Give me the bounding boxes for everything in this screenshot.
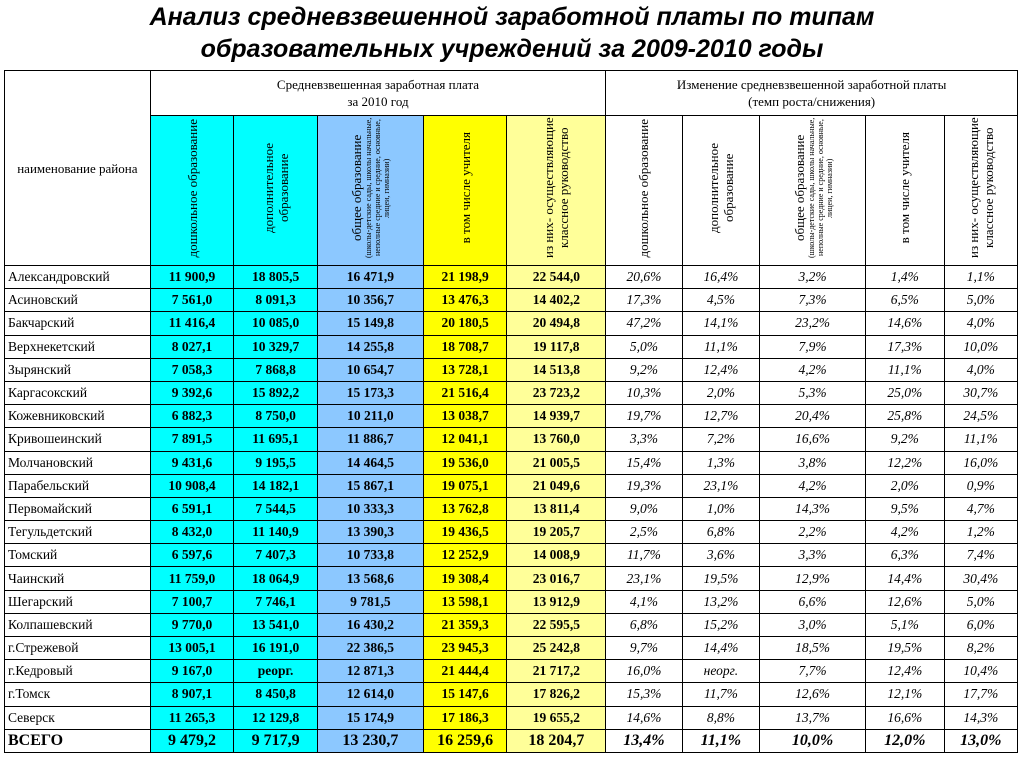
change-cell: 7,7% xyxy=(760,660,866,683)
district-name: Колпашевский xyxy=(5,613,151,636)
salary-cell: 18 064,9 xyxy=(234,567,318,590)
salary-cell: 8 027,1 xyxy=(150,335,234,358)
salary-cell: 9 479,2 xyxy=(150,729,234,752)
change-cell: 6,3% xyxy=(866,544,944,567)
salary-cell: 8 450,8 xyxy=(234,683,318,706)
change-cell: 8,8% xyxy=(682,706,759,729)
change-cell: 18,5% xyxy=(760,637,866,660)
change-cell: 5,0% xyxy=(944,289,1017,312)
district-name: ВСЕГО xyxy=(5,729,151,752)
salary-cell: 18 805,5 xyxy=(234,266,318,289)
salary-cell: 19 205,7 xyxy=(507,521,606,544)
salary-cell: 21 444,4 xyxy=(423,660,507,683)
header-change-class xyxy=(944,116,1017,266)
change-cell: 14,6% xyxy=(606,706,682,729)
header-salary-preschool xyxy=(150,116,234,266)
salary-cell: 16 430,2 xyxy=(317,613,423,636)
change-cell: 6,8% xyxy=(606,613,682,636)
change-cell: неорг. xyxy=(682,660,759,683)
table-row xyxy=(5,358,1018,381)
change-cell: 9,5% xyxy=(866,497,944,520)
salary-cell: 13 760,0 xyxy=(507,428,606,451)
salary-cell: 7 868,8 xyxy=(234,358,318,381)
district-name: Бакчарский xyxy=(5,312,151,335)
district-name: Кривошеинский xyxy=(5,428,151,451)
salary-cell: 14 513,8 xyxy=(507,358,606,381)
district-name: Верхнекетский xyxy=(5,335,151,358)
table-row xyxy=(5,474,1018,497)
change-cell: 12,6% xyxy=(760,683,866,706)
change-cell: 13,0% xyxy=(944,729,1017,752)
change-cell: 9,7% xyxy=(606,637,682,660)
change-cell: 3,6% xyxy=(682,544,759,567)
table-row xyxy=(5,381,1018,404)
table-row xyxy=(5,613,1018,636)
salary-cell: 15 147,6 xyxy=(423,683,507,706)
table-row xyxy=(5,405,1018,428)
change-cell: 12,2% xyxy=(866,451,944,474)
salary-cell: 13 005,1 xyxy=(150,637,234,660)
change-cell: 20,4% xyxy=(760,405,866,428)
salary-cell: 13 811,4 xyxy=(507,497,606,520)
change-cell: 9,2% xyxy=(606,358,682,381)
table-row xyxy=(5,590,1018,613)
change-cell: 23,1% xyxy=(682,474,759,497)
header-salary-general xyxy=(317,116,423,266)
salary-cell: 19 308,4 xyxy=(423,567,507,590)
change-cell: 30,7% xyxy=(944,381,1017,404)
salary-cell: 23 945,3 xyxy=(423,637,507,660)
change-cell: 15,3% xyxy=(606,683,682,706)
salary-cell: 7 058,3 xyxy=(150,358,234,381)
salary-cell: 6 597,6 xyxy=(150,544,234,567)
salary-cell: 10 085,0 xyxy=(234,312,318,335)
salary-cell: 21 359,3 xyxy=(423,613,507,636)
district-name: Кожевниковский xyxy=(5,405,151,428)
change-cell: 16,6% xyxy=(866,706,944,729)
salary-cell: 14 182,1 xyxy=(234,474,318,497)
change-cell: 3,3% xyxy=(606,428,682,451)
header-general-main-2: общее образование xyxy=(791,134,807,242)
change-cell: 1,0% xyxy=(682,497,759,520)
page-title xyxy=(0,0,1024,69)
salary-cell: 9 195,5 xyxy=(234,451,318,474)
salary-cell: 8 091,3 xyxy=(234,289,318,312)
change-cell: 24,5% xyxy=(944,405,1017,428)
change-cell: 9,2% xyxy=(866,428,944,451)
change-cell: 13,7% xyxy=(760,706,866,729)
change-cell: 3,3% xyxy=(760,544,866,567)
salary-cell: 15 892,2 xyxy=(234,381,318,404)
salary-cell: 6 882,3 xyxy=(150,405,234,428)
header-change-class-label: из них- осуществляющие классное руководство xyxy=(965,117,996,259)
salary-cell: 7 561,0 xyxy=(150,289,234,312)
change-cell: 12,6% xyxy=(866,590,944,613)
change-cell: 1,4% xyxy=(866,266,944,289)
table-row xyxy=(5,683,1018,706)
salary-cell: 10 211,0 xyxy=(317,405,423,428)
change-cell: 4,1% xyxy=(606,590,682,613)
table-row xyxy=(5,428,1018,451)
salary-cell: 23 016,7 xyxy=(507,567,606,590)
title-line-2: образовательных учреждений за 2009-2010 годы xyxy=(200,35,824,63)
change-cell: 17,7% xyxy=(944,683,1017,706)
salary-cell: 11 416,4 xyxy=(150,312,234,335)
salary-cell: 11 900,9 xyxy=(150,266,234,289)
change-cell: 6,0% xyxy=(944,613,1017,636)
salary-cell: 20 180,5 xyxy=(423,312,507,335)
change-cell: 2,5% xyxy=(606,521,682,544)
district-name: г.Кедровый xyxy=(5,660,151,683)
change-cell: 11,7% xyxy=(682,683,759,706)
salary-cell: 13 568,6 xyxy=(317,567,423,590)
change-cell: 10,3% xyxy=(606,381,682,404)
change-cell: 19,5% xyxy=(866,637,944,660)
change-cell: 12,1% xyxy=(866,683,944,706)
salary-cell: 19 655,2 xyxy=(507,706,606,729)
salary-cell: 19 075,1 xyxy=(423,474,507,497)
change-cell: 23,2% xyxy=(760,312,866,335)
salary-cell: реорг. xyxy=(234,660,318,683)
salary-cell: 18 204,7 xyxy=(507,729,606,752)
header-salary-general-label xyxy=(349,116,391,260)
change-cell: 8,2% xyxy=(944,637,1017,660)
change-cell: 19,5% xyxy=(682,567,759,590)
salary-cell: 21 516,4 xyxy=(423,381,507,404)
change-cell: 20,6% xyxy=(606,266,682,289)
salary-cell: 21 005,5 xyxy=(507,451,606,474)
header-change-preschool-label: дошкольное образование xyxy=(636,118,652,258)
salary-cell: 9 770,0 xyxy=(150,613,234,636)
salary-cell: 7 407,3 xyxy=(234,544,318,567)
salary-cell: 7 891,5 xyxy=(150,428,234,451)
district-name: Молчановский xyxy=(5,451,151,474)
change-cell: 14,1% xyxy=(682,312,759,335)
change-cell: 14,3% xyxy=(944,706,1017,729)
salary-cell: 10 329,7 xyxy=(234,335,318,358)
change-cell: 23,1% xyxy=(606,567,682,590)
header-change-teachers-label: в том числе учителя xyxy=(897,132,913,244)
salary-cell: 17 826,2 xyxy=(507,683,606,706)
district-name: Тегульдетский xyxy=(5,521,151,544)
salary-cell: 14 402,2 xyxy=(507,289,606,312)
header-change-general-label xyxy=(792,116,834,260)
salary-cell: 14 939,7 xyxy=(507,405,606,428)
salary-cell: 11 265,3 xyxy=(150,706,234,729)
salary-cell: 21 049,6 xyxy=(507,474,606,497)
salary-cell: 10 333,3 xyxy=(317,497,423,520)
table-row xyxy=(5,660,1018,683)
change-cell: 7,9% xyxy=(760,335,866,358)
salary-cell: 21 198,9 xyxy=(423,266,507,289)
salary-cell: 15 173,3 xyxy=(317,381,423,404)
change-cell: 1,2% xyxy=(944,521,1017,544)
salary-cell: 7 544,5 xyxy=(234,497,318,520)
header-change-additional-label: дополнительное образование xyxy=(705,142,736,234)
salary-cell: 12 614,0 xyxy=(317,683,423,706)
salary-cell: 8 750,0 xyxy=(234,405,318,428)
change-cell: 19,7% xyxy=(606,405,682,428)
header-change-preschool xyxy=(606,116,682,266)
salary-cell: 22 544,0 xyxy=(507,266,606,289)
table-row xyxy=(5,497,1018,520)
salary-table xyxy=(4,70,1018,753)
change-cell: 16,0% xyxy=(606,660,682,683)
change-cell: 4,2% xyxy=(866,521,944,544)
salary-cell: 7 746,1 xyxy=(234,590,318,613)
header-group-salary-line2: за 2010 год xyxy=(347,94,409,109)
change-cell: 12,9% xyxy=(760,567,866,590)
change-cell: 14,4% xyxy=(866,567,944,590)
header-salary-additional xyxy=(234,116,318,266)
salary-cell: 9 392,6 xyxy=(150,381,234,404)
table-row xyxy=(5,312,1018,335)
change-cell: 14,6% xyxy=(866,312,944,335)
district-name: Шегарский xyxy=(5,590,151,613)
salary-cell: 14 464,5 xyxy=(317,451,423,474)
change-cell: 4,0% xyxy=(944,358,1017,381)
salary-cell: 10 733,8 xyxy=(317,544,423,567)
change-cell: 19,3% xyxy=(606,474,682,497)
change-cell: 14,3% xyxy=(760,497,866,520)
change-cell: 3,0% xyxy=(760,613,866,636)
change-cell: 11,1% xyxy=(682,335,759,358)
salary-cell: 14 255,8 xyxy=(317,335,423,358)
total-row xyxy=(5,729,1018,752)
salary-cell: 21 717,2 xyxy=(507,660,606,683)
change-cell: 5,0% xyxy=(944,590,1017,613)
salary-cell: 12 252,9 xyxy=(423,544,507,567)
change-cell: 11,7% xyxy=(606,544,682,567)
salary-cell: 9 781,5 xyxy=(317,590,423,613)
district-name: г.Томск xyxy=(5,683,151,706)
salary-cell: 12 129,8 xyxy=(234,706,318,729)
header-group-salary xyxy=(150,71,606,116)
change-cell: 16,6% xyxy=(760,428,866,451)
table-row xyxy=(5,637,1018,660)
salary-cell: 11 695,1 xyxy=(234,428,318,451)
district-name: Парабельский xyxy=(5,474,151,497)
salary-cell: 22 595,5 xyxy=(507,613,606,636)
change-cell: 6,8% xyxy=(682,521,759,544)
salary-cell: 9 431,6 xyxy=(150,451,234,474)
header-group-salary-line1: Средневзвешенная заработная плата xyxy=(276,77,480,92)
header-salary-preschool-label: дошкольное образование xyxy=(184,118,200,258)
header-salary-class-label: из них- осуществляющие классное руководство xyxy=(541,117,572,259)
header-salary-additional-label: дополнительное образование xyxy=(260,142,291,234)
table-row xyxy=(5,289,1018,312)
change-cell: 4,5% xyxy=(682,289,759,312)
change-cell: 3,2% xyxy=(760,266,866,289)
change-cell: 7,2% xyxy=(682,428,759,451)
change-cell: 14,4% xyxy=(682,637,759,660)
salary-cell: 25 242,8 xyxy=(507,637,606,660)
salary-cell: 16 471,9 xyxy=(317,266,423,289)
change-cell: 11,1% xyxy=(944,428,1017,451)
district-name: Зырянский xyxy=(5,358,151,381)
salary-cell: 16 259,6 xyxy=(423,729,507,752)
salary-cell: 13 762,8 xyxy=(423,497,507,520)
salary-cell: 19 436,5 xyxy=(423,521,507,544)
salary-cell: 15 174,9 xyxy=(317,706,423,729)
change-cell: 2,2% xyxy=(760,521,866,544)
change-cell: 1,3% xyxy=(682,451,759,474)
district-name: Томский xyxy=(5,544,151,567)
salary-cell: 8 907,1 xyxy=(150,683,234,706)
table-row xyxy=(5,706,1018,729)
salary-cell: 13 541,0 xyxy=(234,613,318,636)
district-name: Чаинский xyxy=(5,567,151,590)
header-general-note-2: (школы-детские сады, школы начальные, неполные средние и средние, основные, лицеи, гимназии) xyxy=(806,117,834,259)
header-change-teachers xyxy=(866,116,944,266)
salary-cell: 12 871,3 xyxy=(317,660,423,683)
header-salary-class xyxy=(507,116,606,266)
change-cell: 16,4% xyxy=(682,266,759,289)
header-group-change-line2: (темп роста/снижения) xyxy=(748,94,876,109)
salary-cell: 17 186,3 xyxy=(423,706,507,729)
change-cell: 10,0% xyxy=(760,729,866,752)
salary-cell: 7 100,7 xyxy=(150,590,234,613)
salary-cell: 19 536,0 xyxy=(423,451,507,474)
district-name: Асиновский xyxy=(5,289,151,312)
salary-cell: 13 598,1 xyxy=(423,590,507,613)
district-name: г.Стрежевой xyxy=(5,637,151,660)
salary-cell: 20 494,8 xyxy=(507,312,606,335)
change-cell: 9,0% xyxy=(606,497,682,520)
change-cell: 1,1% xyxy=(944,266,1017,289)
salary-cell: 13 038,7 xyxy=(423,405,507,428)
change-cell: 6,5% xyxy=(866,289,944,312)
change-cell: 5,1% xyxy=(866,613,944,636)
header-change-additional xyxy=(682,116,759,266)
district-name: Каргасокский xyxy=(5,381,151,404)
change-cell: 3,8% xyxy=(760,451,866,474)
change-cell: 25,0% xyxy=(866,381,944,404)
change-cell: 47,2% xyxy=(606,312,682,335)
change-cell: 4,2% xyxy=(760,474,866,497)
header-salary-teachers-label: в том числе учителя xyxy=(457,132,473,244)
change-cell: 16,0% xyxy=(944,451,1017,474)
salary-cell: 11 140,9 xyxy=(234,521,318,544)
change-cell: 6,6% xyxy=(760,590,866,613)
salary-cell: 8 432,0 xyxy=(150,521,234,544)
table-row xyxy=(5,544,1018,567)
salary-cell: 15 149,8 xyxy=(317,312,423,335)
header-general-main: общее образование xyxy=(349,134,365,242)
change-cell: 4,2% xyxy=(760,358,866,381)
header-group-change-line1: Изменение средневзвешенной заработной платы xyxy=(676,77,947,92)
change-cell: 17,3% xyxy=(866,335,944,358)
change-cell: 11,1% xyxy=(866,358,944,381)
table-row xyxy=(5,567,1018,590)
salary-cell: 13 912,9 xyxy=(507,590,606,613)
salary-cell: 15 867,1 xyxy=(317,474,423,497)
table-row xyxy=(5,266,1018,289)
salary-cell: 12 041,1 xyxy=(423,428,507,451)
change-cell: 12,7% xyxy=(682,405,759,428)
salary-cell: 16 191,0 xyxy=(234,637,318,660)
change-cell: 4,7% xyxy=(944,497,1017,520)
change-cell: 15,4% xyxy=(606,451,682,474)
salary-cell: 10 908,4 xyxy=(150,474,234,497)
salary-cell: 11 759,0 xyxy=(150,567,234,590)
change-cell: 0,9% xyxy=(944,474,1017,497)
change-cell: 2,0% xyxy=(682,381,759,404)
header-district-name: наименование района xyxy=(5,71,151,266)
salary-cell: 22 386,5 xyxy=(317,637,423,660)
change-cell: 10,4% xyxy=(944,660,1017,683)
salary-cell: 18 708,7 xyxy=(423,335,507,358)
change-cell: 25,8% xyxy=(866,405,944,428)
salary-cell: 9 167,0 xyxy=(150,660,234,683)
district-name: Александровский xyxy=(5,266,151,289)
salary-cell: 10 356,7 xyxy=(317,289,423,312)
salary-cell: 11 886,7 xyxy=(317,428,423,451)
salary-cell: 13 728,1 xyxy=(423,358,507,381)
change-cell: 13,4% xyxy=(606,729,682,752)
district-name: Первомайский xyxy=(5,497,151,520)
district-name: Северск xyxy=(5,706,151,729)
salary-cell: 23 723,2 xyxy=(507,381,606,404)
header-general-note: (школы-детские сады, школы начальные, неполные средние и средние, основные, лицеи, гимназии) xyxy=(364,117,392,259)
salary-cell: 6 591,1 xyxy=(150,497,234,520)
header-change-general xyxy=(760,116,866,266)
table-body xyxy=(5,266,1018,753)
change-cell: 5,3% xyxy=(760,381,866,404)
table-row xyxy=(5,335,1018,358)
change-cell: 10,0% xyxy=(944,335,1017,358)
change-cell: 7,4% xyxy=(944,544,1017,567)
change-cell: 17,3% xyxy=(606,289,682,312)
change-cell: 11,1% xyxy=(682,729,759,752)
change-cell: 5,0% xyxy=(606,335,682,358)
change-cell: 15,2% xyxy=(682,613,759,636)
salary-cell: 14 008,9 xyxy=(507,544,606,567)
change-cell: 12,4% xyxy=(866,660,944,683)
salary-cell: 13 476,3 xyxy=(423,289,507,312)
change-cell: 4,0% xyxy=(944,312,1017,335)
table-row xyxy=(5,451,1018,474)
table-row xyxy=(5,521,1018,544)
change-cell: 7,3% xyxy=(760,289,866,312)
title-line-1: Анализ средневзвешенной заработной платы по типам xyxy=(149,3,875,31)
header-group-change xyxy=(606,71,1018,116)
header-salary-teachers xyxy=(423,116,507,266)
salary-cell: 10 654,7 xyxy=(317,358,423,381)
salary-cell: 13 230,7 xyxy=(317,729,423,752)
salary-cell: 19 117,8 xyxy=(507,335,606,358)
change-cell: 30,4% xyxy=(944,567,1017,590)
change-cell: 13,2% xyxy=(682,590,759,613)
salary-cell: 13 390,3 xyxy=(317,521,423,544)
change-cell: 12,4% xyxy=(682,358,759,381)
change-cell: 12,0% xyxy=(866,729,944,752)
salary-cell: 9 717,9 xyxy=(234,729,318,752)
change-cell: 2,0% xyxy=(866,474,944,497)
